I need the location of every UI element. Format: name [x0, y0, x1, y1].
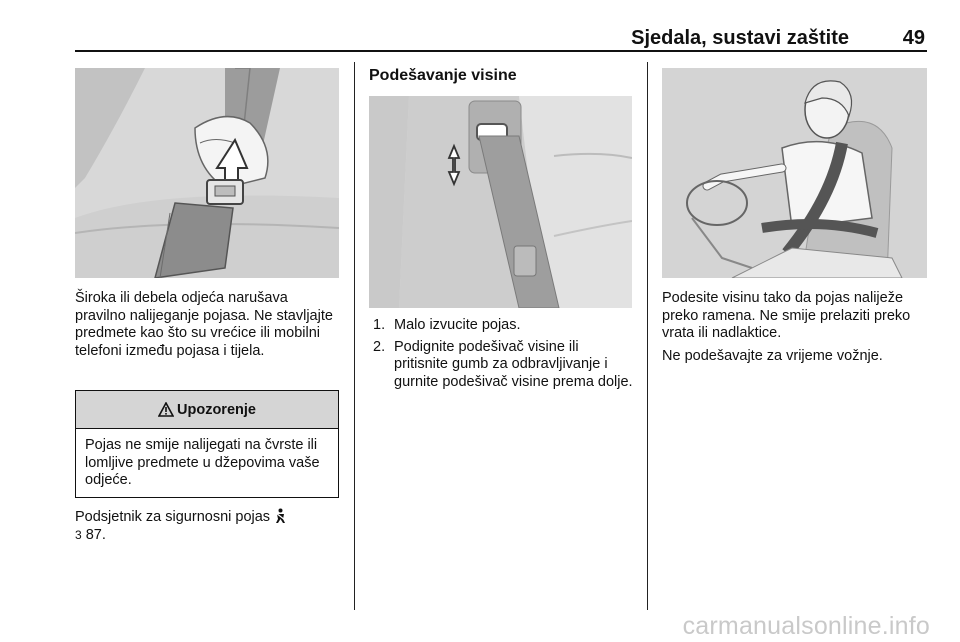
watermark: carmanualsonline.info [682, 612, 930, 640]
adjust-height-paragraph: Podesite visinu tako da pojas naliježe preko ramena. Ne smije prelaziti preko vrata ili nadlaktice. [662, 290, 911, 341]
reference-arrow-icon: 3 [75, 527, 82, 542]
section-title: Sjedala, sustavi zaštite [631, 27, 849, 49]
steps-list [373, 317, 635, 395]
no-adjust-while-driving-paragraph: Ne podešavajte za vrijeme vožnje. [662, 348, 883, 364]
reminder-text: Podsjetnik za sigurnosni pojas [75, 509, 271, 525]
height-adjuster-illustration [369, 96, 632, 308]
page-number: 49 [902, 27, 925, 49]
warning-triangle-icon [158, 402, 174, 417]
header-rule [75, 50, 927, 52]
section-heading: Podešavanje visine [369, 67, 517, 84]
step-text: Malo izvucite pojas. [394, 317, 521, 333]
belt-position-illustration [662, 68, 927, 278]
reminder-page-ref[interactable]: 87. [85, 526, 106, 543]
warning-box [75, 390, 339, 498]
warning-text: Pojas ne smije nalijegati na čvrste ili lomljive predmete u džepovima vaše odjeće. [85, 437, 320, 488]
step-number: 1. [373, 317, 386, 333]
warning-title: Upozorenje [177, 401, 256, 418]
clothing-paragraph: Široka ili debela odjeća narušava pravilno nalijeganje pojasa. Ne stavljajte predmete kao što su vrećice ili mobilni telefoni između pojasa i tijela. [75, 290, 333, 359]
column-divider-1 [354, 62, 355, 610]
seatbelt-reminder-paragraph [75, 508, 339, 544]
seatbelt-person-icon [274, 508, 287, 524]
list-item [373, 317, 635, 335]
belt-buckle-illustration [75, 68, 339, 278]
step-text: Podignite podešivač visine ili pritisnite gumb za odbravljivanje i gurnite podešivač visine prema dolje. [394, 338, 633, 390]
column-divider-2 [647, 62, 648, 610]
page-header [75, 22, 927, 50]
warning-header [76, 391, 338, 429]
step-number: 2. [373, 338, 386, 355]
list-item [373, 339, 635, 392]
